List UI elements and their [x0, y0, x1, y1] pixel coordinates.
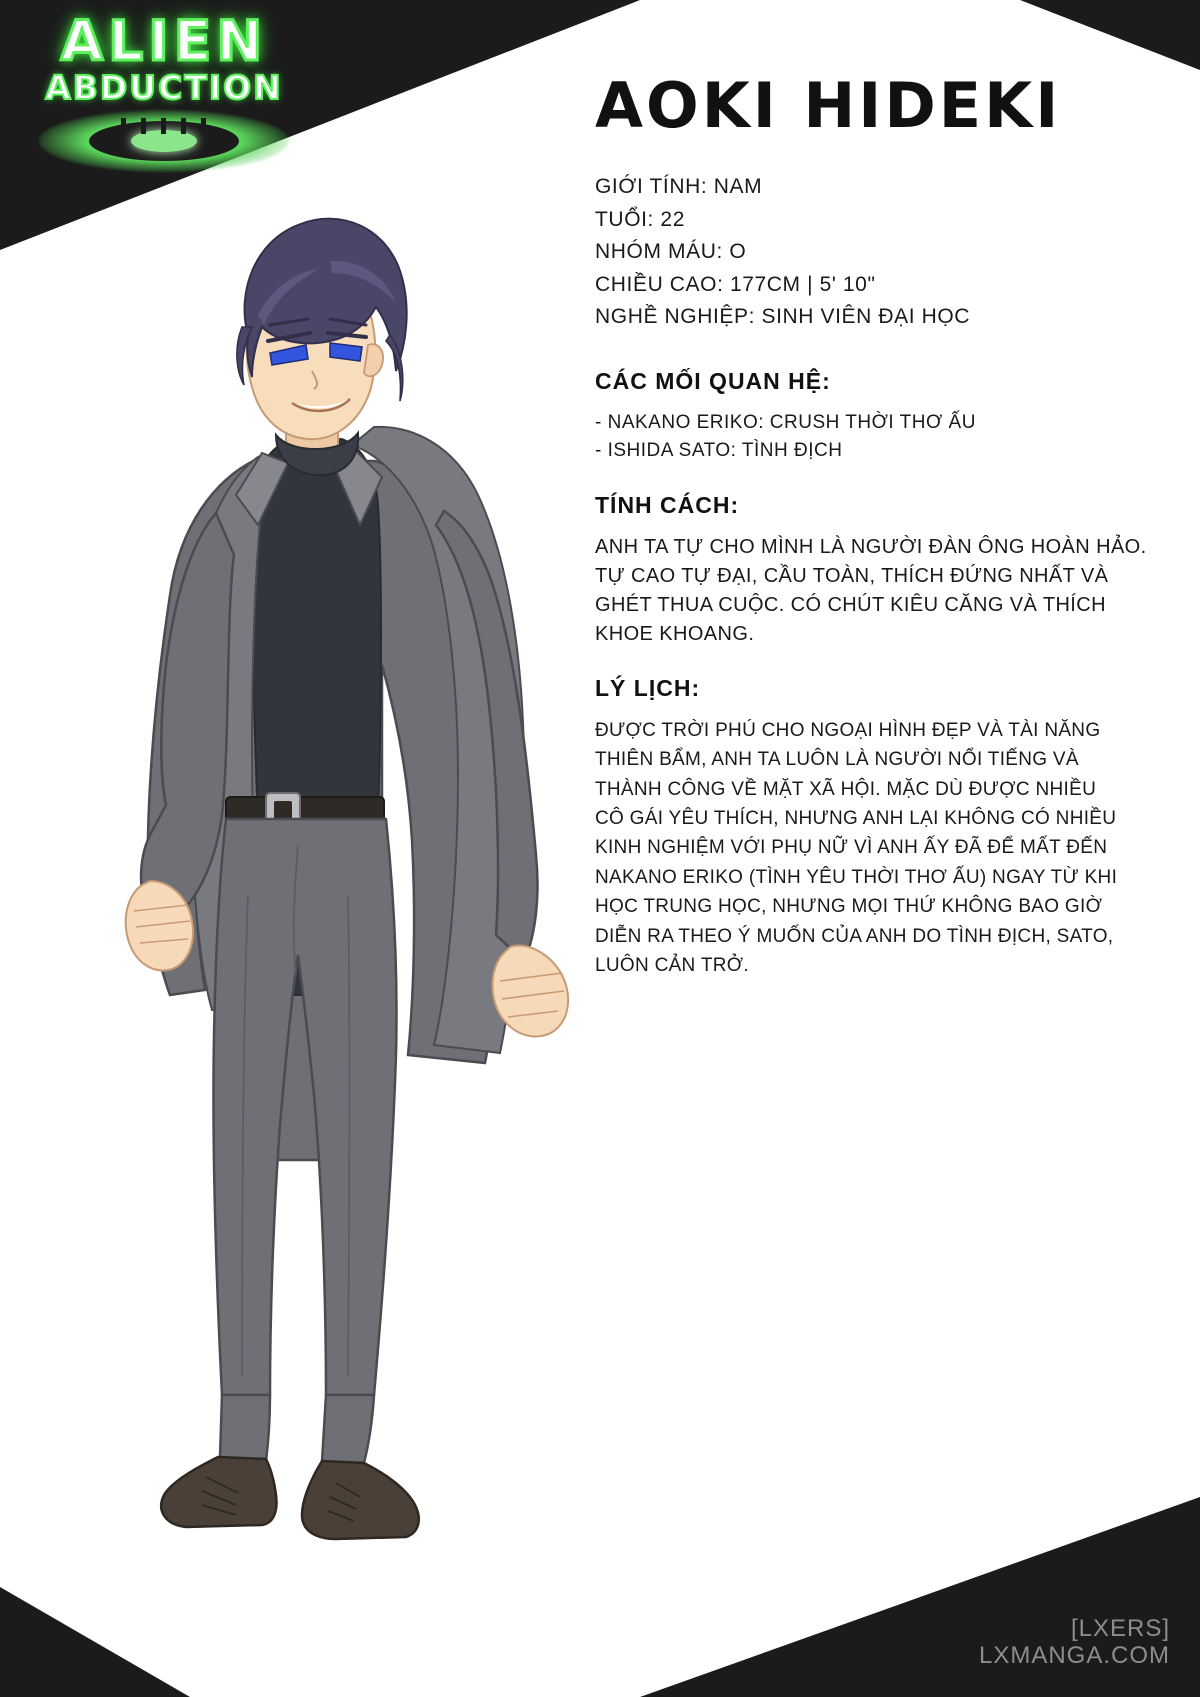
stat-age: TUỔI: 22 — [595, 207, 685, 231]
logo-line-alien: ALIEN — [60, 9, 268, 73]
bio-heading: LÝ LỊCH: — [595, 674, 701, 701]
series-logo — [24, 9, 304, 199]
stat-height: CHIỀU CAO: 177CM | 5' 10" — [595, 272, 876, 296]
character-info-panel — [595, 69, 1155, 981]
stat-gender: GIỚI TÍNH: NAM — [595, 175, 763, 198]
corner-wedge-top-right — [1020, 0, 1200, 70]
watermark-site: LXMANGA.COM — [978, 1642, 1170, 1670]
bio-text: ĐƯỢC TRỜI PHÚ CHO NGOẠI HÌNH ĐẸP VÀ TÀI NĂNG THIÊN BẨM, ANH TA LUÔN LÀ NGƯỜI NỔI TIẾNG VÀ THÀNH CÔNG VỀ MẶT XÃ HỘI. MẶC DÙ ĐƯỢC NHIỀU CÔ GÁI YÊU THÍCH, NHƯNG ANH LẠI KHÔNG CÓ NHIỀU KINH NGHIỆM VỚI PHỤ NỮ VÌ ANH ẤY ĐÃ ĐỂ MẤT ĐẾN NAKANO ERIKO (TÌNH YÊU THỜI THƠ ẤU) NGAY TỪ KHI HỌC TRUNG HỌC, NHƯNG MỌI THỨ KHÔNG BAO GIỜ DIỄN RA THEO Ý MUỐN CỦA ANH DO TÌNH ĐỊCH, SATO, LUÔN CẢN TRỞ. — [595, 719, 1118, 977]
page-title: AOKI HIDEKI — [595, 69, 1062, 142]
personality-text: ANH TA TỰ CHO MÌNH LÀ NGƯỜI ĐÀN ÔNG HOÀN HẢO. TỰ CAO TỰ ĐẠI, CẦU TOÀN, THÍCH ĐỨNG NHẤT VÀ GHÉT THUA CUỘC. CÓ CHÚT KIÊU CĂNG VÀ THÍCH KHOE KHOANG. — [595, 535, 1147, 645]
relationship-item: - NAKANO ERIKO: CRUSH THỜI THƠ ẤU — [595, 411, 976, 433]
ufo-icon — [39, 110, 289, 172]
relationship-item: - ISHIDA SATO: TÌNH ĐỊCH — [595, 440, 843, 462]
watermark — [979, 1616, 1170, 1671]
watermark-group: [LXERS] — [1070, 1614, 1170, 1642]
stat-occupation: NGHỀ NGHIỆP: SINH VIÊN ĐẠI HỌC — [595, 305, 971, 329]
logo-line-abduction: ABDUCTION — [45, 68, 283, 107]
relationships-heading: CÁC MỐI QUAN HỆ: — [595, 367, 831, 394]
personality-heading: TÍNH CÁCH: — [595, 491, 740, 518]
character-stats-list — [595, 171, 1155, 334]
stat-blood-type: NHÓM MÁU: O — [595, 240, 747, 264]
character-illustration — [30, 195, 650, 1615]
